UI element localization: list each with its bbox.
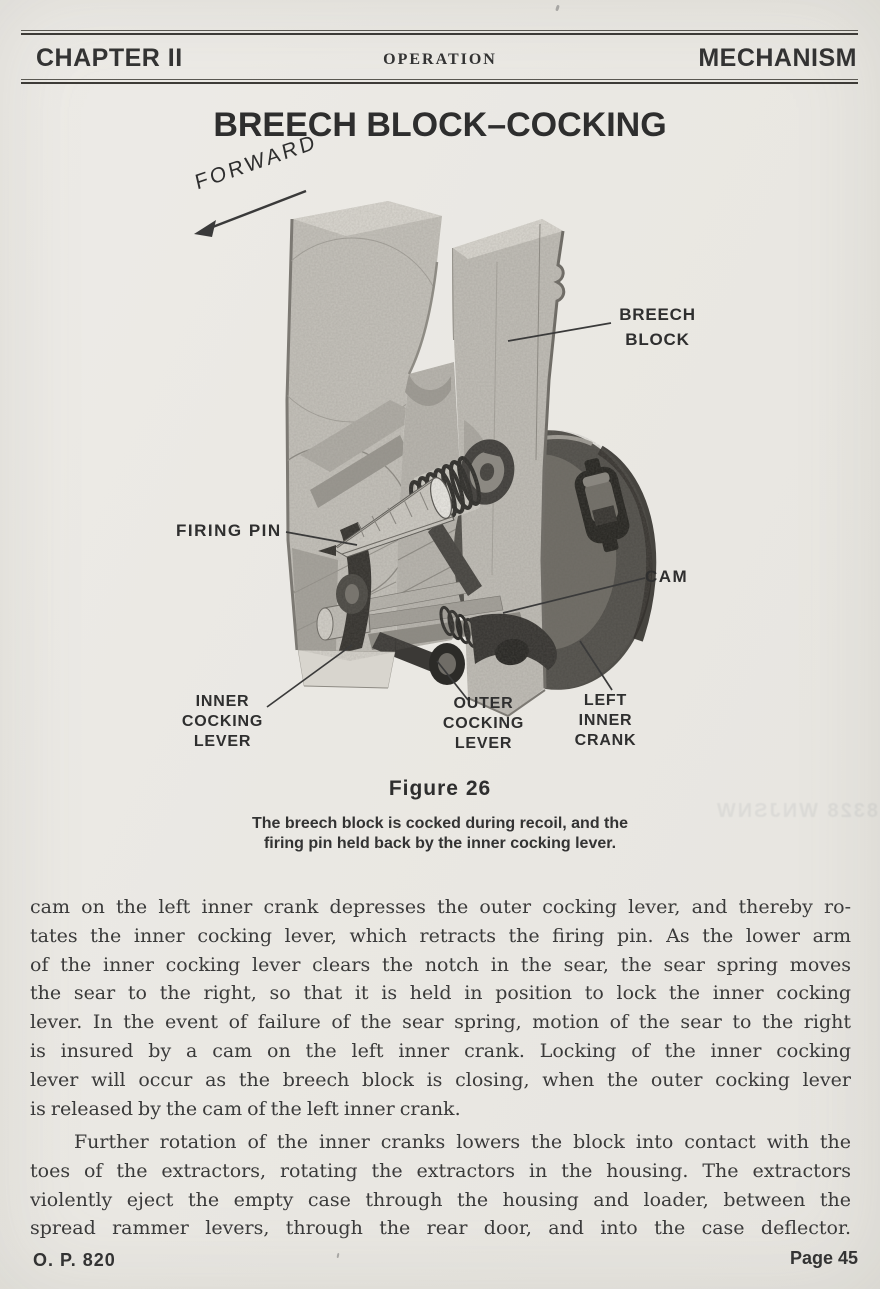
body-line: tates the inner cocking lever, which retracts the firing pin. As the lower arm bbox=[30, 924, 851, 947]
body-line: of the inner cocking lever clears the notch in the sear, the sear spring moves bbox=[30, 953, 851, 976]
body-line: Further rotation of the inner cranks lowers the block into contact with the bbox=[74, 1131, 851, 1153]
body-line: the sear to the right, so that it is held in position to lock the inner cocking bbox=[30, 982, 851, 1005]
callout-firing-pin: FIRING PIN bbox=[176, 521, 282, 540]
callout-line: BREECH bbox=[619, 305, 696, 324]
figure-caption-line: firing pin held back by the inner cocking lever. bbox=[263, 835, 617, 852]
callout-line: OUTER bbox=[453, 695, 514, 712]
figure-caption-line: The breech block is cocked during recoil, and the bbox=[251, 815, 629, 832]
page-title: BREECH BLOCK–COCKING bbox=[213, 106, 667, 144]
body-line: lever. In the event of failure of the sear spring, motion of the sear to the right bbox=[30, 1011, 851, 1034]
footer-page-number: Page 45 bbox=[789, 1248, 858, 1268]
header-chapter-label: CHAPTER II bbox=[36, 44, 183, 72]
callout-outer-cocking-lever bbox=[426, 694, 541, 754]
figure-illustration bbox=[150, 150, 730, 730]
callout-line: CRANK bbox=[574, 732, 637, 749]
callout-cam: CAM bbox=[645, 567, 689, 586]
forward-arrow bbox=[194, 191, 306, 237]
body-line: lever will occur as the breech block is closing, when the outer cocking lever bbox=[30, 1068, 851, 1091]
scan-speck bbox=[337, 1253, 340, 1258]
figure-caption bbox=[190, 814, 690, 854]
body-paragraph-1 bbox=[30, 893, 851, 1123]
callout-line: LEFT bbox=[583, 692, 628, 709]
body-paragraph-2 bbox=[30, 1128, 851, 1243]
breech-block-drawing bbox=[150, 150, 730, 730]
body-line: is released by the cam of the left inner crank. bbox=[30, 1097, 461, 1120]
body-line: spread rammer levers, through the rear door, and into the case deflector. bbox=[30, 1217, 851, 1240]
body-line: toes of the extractors, rotating the extractors in the housing. The extractors bbox=[30, 1159, 851, 1182]
callout-line: INNER bbox=[195, 693, 250, 710]
callout-line: LEVER bbox=[193, 733, 252, 750]
callout-line: COCKING bbox=[181, 713, 264, 730]
footer-publication-number: O. P. 820 bbox=[33, 1250, 116, 1270]
header-topic-label: MECHANISM bbox=[698, 44, 857, 72]
forward-label: FORWARD bbox=[193, 130, 320, 195]
body-line: violently eject the empty case through the housing and loader, between the bbox=[30, 1188, 851, 1211]
body-line: is insured by a cam on the left inner crank. Locking of the inner cocking bbox=[30, 1039, 851, 1062]
header-rule-top bbox=[21, 30, 858, 35]
callout-line: INNER bbox=[578, 712, 633, 729]
callout-breech-block bbox=[600, 302, 715, 352]
bleed-through-text: 8328 WNJSNW bbox=[714, 800, 878, 822]
callout-inner-cocking-lever bbox=[165, 692, 280, 752]
callout-line: BLOCK bbox=[625, 330, 690, 349]
header-rule-bottom bbox=[21, 79, 858, 84]
callout-line: LEVER bbox=[454, 735, 513, 752]
figure-number: Figure 26 bbox=[388, 777, 492, 800]
callout-line: COCKING bbox=[442, 715, 525, 732]
body-line: cam on the left inner crank depresses the outer cocking lever, and thereby ro- bbox=[30, 896, 851, 918]
callout-left-inner-crank bbox=[553, 691, 658, 751]
scan-speck bbox=[555, 5, 560, 12]
header-section-label: OPERATION bbox=[383, 51, 497, 68]
